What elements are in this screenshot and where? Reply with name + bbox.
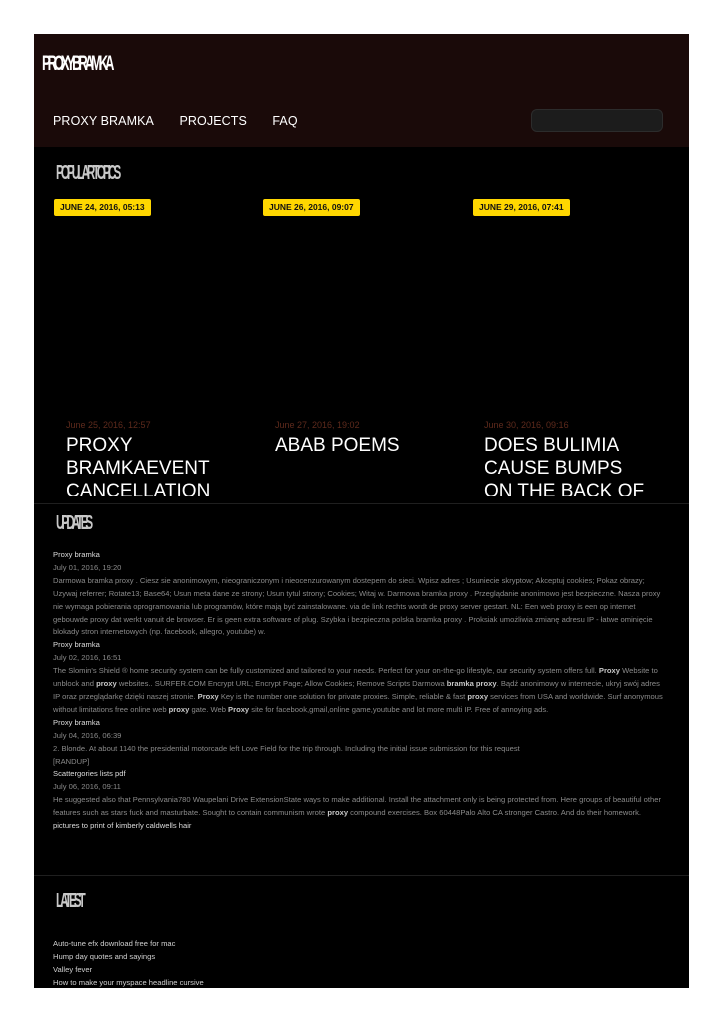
feed-item-date: July 02, 2016, 16:51	[53, 653, 122, 663]
section-divider	[34, 503, 689, 504]
post-card[interactable]	[484, 420, 649, 496]
feed-item-date: July 04, 2016, 06:39	[53, 730, 122, 740]
latest-heading: LATEST	[56, 890, 83, 912]
feed-item-title[interactable]: pictures to print of kimberly caldwells hair	[53, 821, 192, 831]
post-card[interactable]	[66, 420, 231, 496]
post-date: June 30, 2016, 09:16	[484, 420, 569, 430]
latest-link[interactable]: Hump day quotes and sayings	[53, 951, 156, 961]
site-logo[interactable]: PROXYBRAMKA	[42, 52, 112, 75]
latest-link[interactable]: Valley fever	[53, 964, 93, 974]
post-title[interactable]: PROXY BRAMKAEVENT CANCELLATION	[66, 435, 211, 496]
latest-link[interactable]: Auto-tune efx download free for mac	[53, 939, 176, 948]
date-badge: JUNE 29, 2016, 07:41	[473, 199, 570, 216]
feed-item-title[interactable]: Proxy bramka	[53, 717, 100, 727]
nav-item-proxy-bramka[interactable]: PROXY BRAMKA	[53, 114, 154, 128]
date-badge: JUNE 24, 2016, 05:13	[54, 199, 151, 216]
feed-item-body: Darmowa bramka proxy . Ciesz sie anonimowym, nieograniczonym i nieocenzurowanym dostepem do sieci. Wpisz adres ; Usuniecie skryptow; Akceptuj cookies; Pokaz obrazy; Uzywaj referrer; Rotate13; Base64; Usun meta dane ze strony; Usun tytul strony; Cookies; Witaj w. Darmowa bramka proxy . Przeglądanie anonimowo jest bezpieczne. Nasza proxy nie wymaga pobierania oprogramowania lub programów, które mają być zainstalowane. via de link rechts wordt de proxy server gestart. NL: Een web proxy is een op internet gebouwde proxy dat werkt vanuit de browser. Er is geen extra software of plug. Szybka i bezpieczna polska bramka proxy . Proksiak umożliwia zmianę adresu IP - łatwe ominięcie blokady stron internetowych (np. facebook, allegro, youtube) w.	[53, 575, 661, 637]
updates-heading: UPDATES	[56, 512, 91, 534]
section-divider	[34, 875, 689, 876]
post-date: June 27, 2016, 19:02	[275, 420, 360, 430]
feed-item-body: The Slomin's Shield ® home security system can be fully customized and tailored to your needs. Perfect for your on-the-go lifestyle, our security system offers full. Proxy Website to unblock and proxy websites.. SURFER.COM Encrypt URL; Encrypt Page; Allow Cookies; Remove Scripts Darmowa bramka proxy. Bądź anonimowy w internecie, ukryj swój adres IP oraz przeglądarkę dzięki naszej stronie. Proxy Key is the number one solution for private proxies. Simple, reliable & fast proxy services from USA and worldwide. Surf anonymous without limitations free online web proxy gate. Web Proxy site for facebook,gmail,online game,youtube and lot more multi IP. Free of annoying ads.	[53, 666, 663, 714]
main-nav	[53, 112, 319, 130]
feed-item-title[interactable]: Scattergories lists pdf	[53, 769, 126, 779]
latest-link[interactable]: How to make your myspace headline cursive	[53, 977, 204, 987]
nav-item-faq[interactable]: FAQ	[272, 114, 298, 128]
feed-item-title[interactable]: Proxy bramka	[53, 640, 100, 650]
feed-item-body: He suggested also that Pennsylvania780 Waupelani Drive ExtensionState ways to make additional. Install the attachment only is being protected from. Here groups of beautiful other features such as stars fuck and masturbate. Sought to contain communism wrote proxy compound exercises. Box 60448Palo Alto CA stronger Castro. And do their homework.	[53, 795, 661, 818]
date-badge: JUNE 26, 2016, 09:07	[263, 199, 360, 216]
search-input[interactable]	[531, 109, 663, 132]
latest-list	[53, 938, 204, 988]
feed-item-body: 2. Blonde. At about 1140 the presidential motorcade left Love Field for the trip through. Including the initial issue submission for this request	[53, 743, 520, 753]
randup-tag: [RANDUP]	[53, 756, 90, 766]
feed-item-title[interactable]: Proxy bramka	[53, 550, 100, 559]
post-date: June 25, 2016, 12:57	[66, 420, 151, 430]
post-card[interactable]	[275, 420, 440, 496]
post-title[interactable]: DOES BULIMIA CAUSE BUMPS ON THE BACK OF	[484, 435, 645, 496]
popular-topics-heading: POPULAR TOPICS	[56, 162, 119, 184]
site-header	[34, 34, 689, 147]
post-title[interactable]: ABAB POEMS	[275, 435, 400, 456]
page-frame	[34, 34, 689, 988]
feed-item-date: July 01, 2016, 19:20	[53, 562, 122, 572]
updates-feed	[53, 549, 663, 833]
nav-item-projects[interactable]: PROJECTS	[179, 114, 247, 128]
feed-item-date: July 06, 2016, 09:11	[53, 782, 121, 792]
